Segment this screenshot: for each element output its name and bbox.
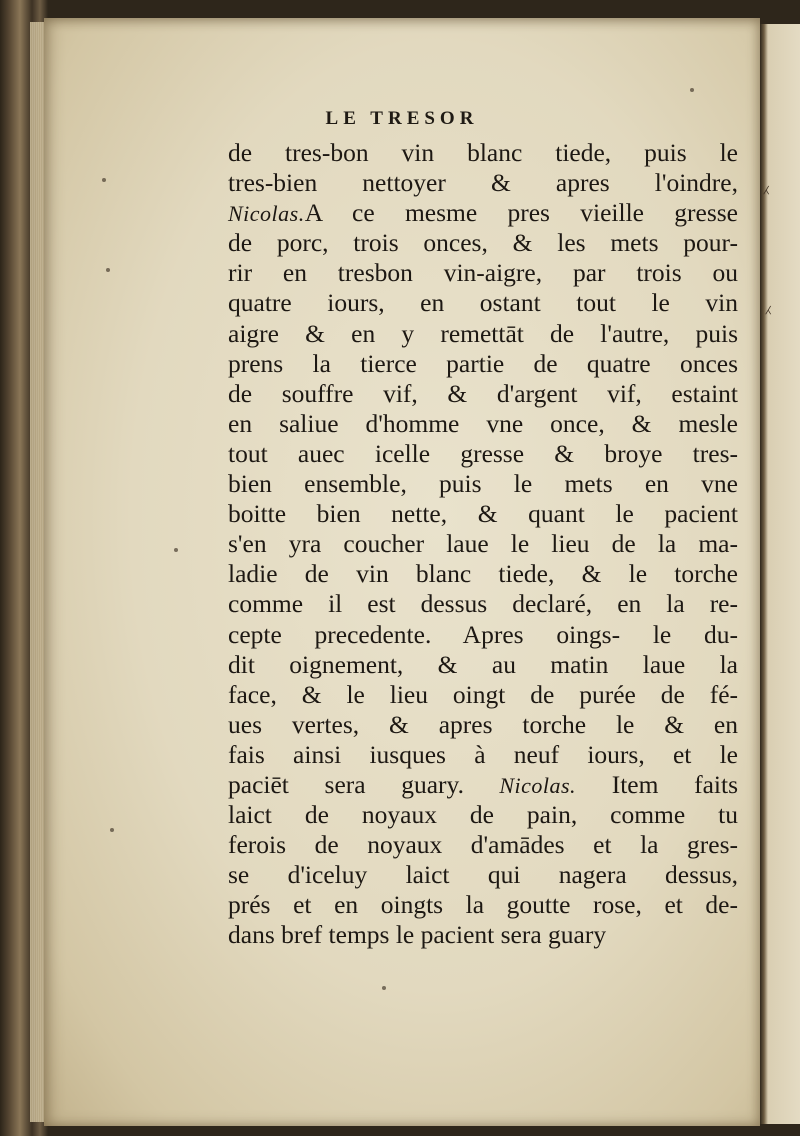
text-line [228,710,738,740]
paper-speck [102,178,106,182]
text-line [228,680,738,710]
text-segment: s'en yra coucher laue le lieu de la ma- [228,529,738,559]
text-segment: en saliue d'homme vne once, & mesle [228,408,738,438]
adjacent-page-mark: ⁁ [766,294,771,315]
text-segment: quatre iours, en ostant tout le vin [228,288,738,318]
paper-speck [110,828,114,832]
text-line [228,830,738,860]
text-segment: A ce mesme pres vieille gresse [304,198,738,228]
body-text [228,138,738,951]
text-segment: de tres-bon vin blanc tiede, puis le [228,138,738,167]
running-header: LE TRESOR [325,108,479,129]
text-line [228,349,738,379]
text-line [228,770,738,800]
text-line [228,168,738,198]
text-segment: ferois de noyaux d'amādes et la gres- [228,830,738,860]
text-line [228,589,738,619]
text-line [228,379,738,409]
text-line [228,529,738,559]
text-segment: tout auec icelle gresse & broye tres- [228,438,738,468]
text-line [228,620,738,650]
text-segment: Item faits [576,769,738,799]
text-line [228,469,738,499]
text-segment: aigre & en y remettāt de l'autre, puis [228,318,738,348]
text-line [228,920,738,950]
text-segment: dans bref temps le pacient sera guary [228,920,607,950]
text-line [228,319,738,349]
text-segment: fais ainsi iusques à neuf iours, et le [228,739,738,769]
text-segment: cepte precedente. Apres oings- le du- [228,619,738,649]
text-segment: face, & le lieu oingt de purée de fé- [228,679,738,709]
paper-speck [174,548,178,552]
text-segment: paciēt sera guary. [228,769,465,799]
text-line [228,800,738,830]
text-line [228,258,738,288]
text-segment: dit oignement, & au matin laue la [228,649,738,679]
paper-speck [690,88,694,92]
paper-speck [106,268,110,272]
text-segment: prés et en oingts la goutte rose, et de- [228,890,738,920]
text-segment: de souffre vif, & d'argent vif, estaint [228,378,738,408]
text-segment: se d'iceluy laict qui nagera dessus, [228,860,738,890]
text-line [228,138,738,168]
text-line [228,228,738,258]
text-segment: ues vertes, & apres torche le & en [228,709,738,739]
text-segment: rir en tresbon vin-aigre, par trois ou [228,258,738,288]
text-segment: de porc, trois onces, & les mets pour- [228,228,738,258]
text-line [228,499,738,529]
text-segment: bien ensemble, puis le mets en vne [228,469,738,499]
adjacent-page-mark: ⁁ [764,174,769,195]
speaker-name: Nicolas. [228,201,305,227]
text-line [228,860,738,890]
text-line [228,288,738,318]
text-segment: boitte bien nette, & quant le pacient [228,499,738,529]
text-line [228,650,738,680]
text-segment: tres-bien nettoyer & apres l'oindre, [228,168,738,198]
text-line [228,559,738,589]
text-segment: laict de noyaux de pain, comme tu [228,800,738,830]
text-line [228,198,738,228]
text-segment: comme il est dessus declaré, en la re- [228,589,738,619]
text-line [228,740,738,770]
text-line [228,409,738,439]
paper-speck [382,986,386,990]
text-line [228,890,738,920]
speaker-name: Nicolas. [464,772,577,798]
text-line [228,439,738,469]
book-page [44,18,760,1126]
adjacent-page-edge [760,24,800,1124]
text-segment: ladie de vin blanc tiede, & le torche [228,559,738,589]
text-segment: prens la tierce partie de quatre onces [228,348,738,378]
